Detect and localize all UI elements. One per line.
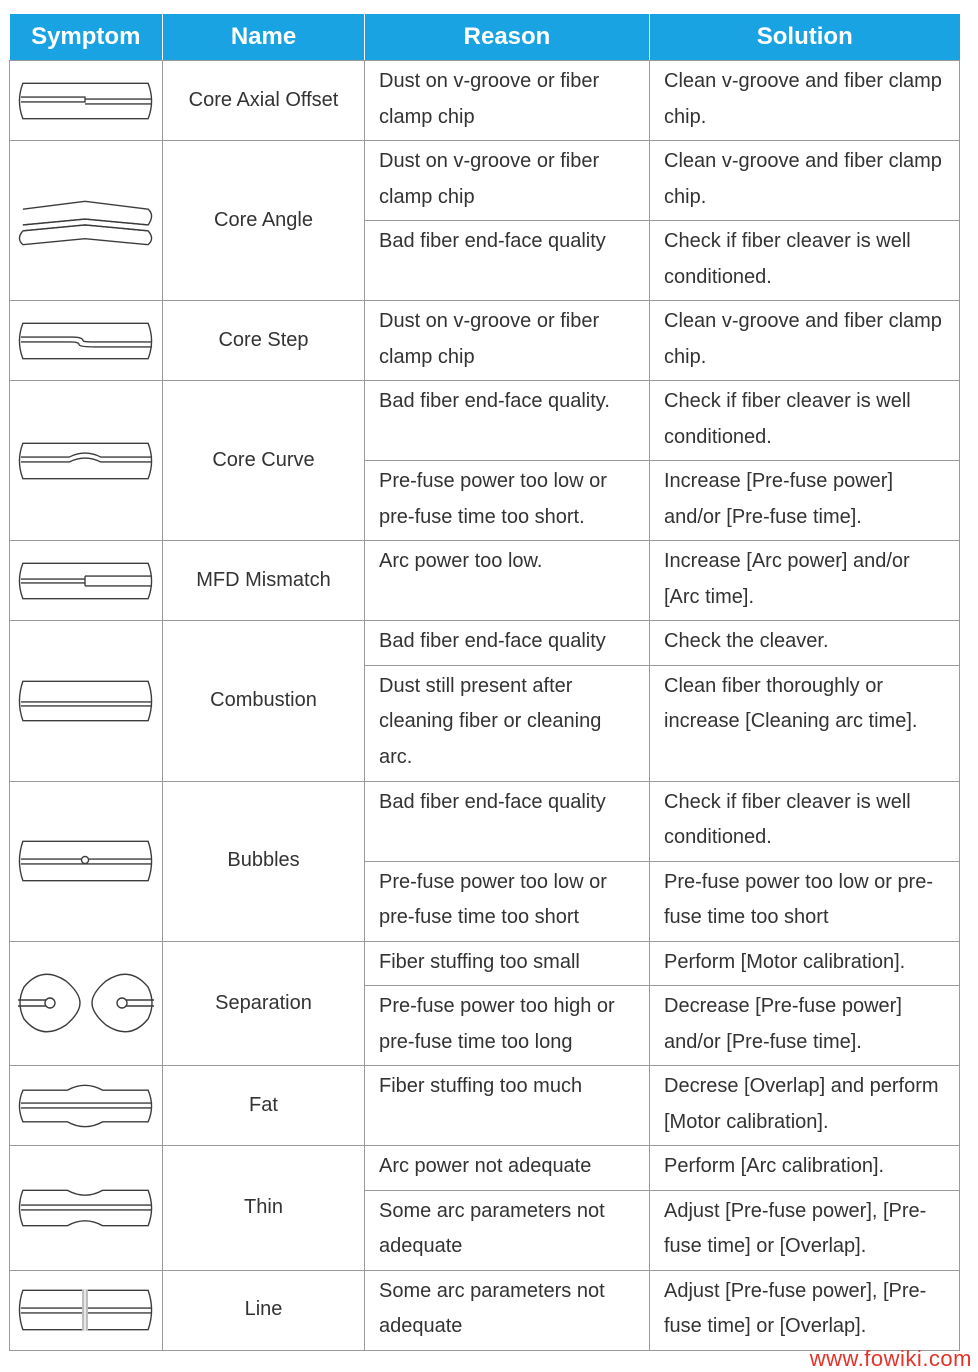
core-angle-icon xyxy=(10,195,162,247)
reason-cell: Bad fiber end-face quality xyxy=(365,621,650,666)
table-row xyxy=(10,61,960,141)
symptom-cell xyxy=(10,61,163,141)
reason-cell: Pre-fuse power too low or pre-fuse time too short xyxy=(365,861,650,941)
symptom-cell xyxy=(10,141,163,301)
solution-cell: Decrease [Pre-fuse power] and/or [Pre-fuse time]. xyxy=(650,986,960,1066)
solution-cell: Increase [Arc power] and/or [Arc time]. xyxy=(650,541,960,621)
line-icon xyxy=(10,1284,162,1336)
solution-cell: Adjust [Pre-fuse power], [Pre-fuse time] or [Overlap]. xyxy=(650,1190,960,1270)
combustion-icon xyxy=(10,675,162,727)
thin-icon xyxy=(10,1182,162,1234)
solution-cell: Perform [Arc calibration]. xyxy=(650,1146,960,1191)
symptom-name: MFD Mismatch xyxy=(163,541,365,621)
reason-cell: Pre-fuse power too low or pre-fuse time too short. xyxy=(365,461,650,541)
symptom-name: Core Step xyxy=(163,301,365,381)
reason-cell: Arc power not adequate xyxy=(365,1146,650,1191)
symptom-name: Core Angle xyxy=(163,141,365,301)
table-row xyxy=(10,781,960,861)
symptom-cell xyxy=(10,541,163,621)
solution-cell: Adjust [Pre-fuse power], [Pre-fuse time] or [Overlap]. xyxy=(650,1270,960,1350)
fat-icon xyxy=(10,1080,162,1132)
core-step-icon xyxy=(10,315,162,367)
mfd-mismatch-icon xyxy=(10,555,162,607)
solution-cell: Clean v-groove and fiber clamp chip. xyxy=(650,61,960,141)
symptom-cell xyxy=(10,941,163,1066)
reason-cell: Some arc parameters not adequate xyxy=(365,1190,650,1270)
symptom-name: Fat xyxy=(163,1066,365,1146)
symptom-cell xyxy=(10,301,163,381)
table-row xyxy=(10,941,960,986)
header-name: Name xyxy=(163,14,365,61)
symptom-cell xyxy=(10,1270,163,1350)
solution-cell: Check the cleaver. xyxy=(650,621,960,666)
header-symptom: Symptom xyxy=(10,14,163,61)
watermark: www.fowiki.com xyxy=(809,1346,972,1371)
solution-cell: Check if fiber cleaver is well conditioned. xyxy=(650,381,960,461)
table-row xyxy=(10,141,960,221)
symptom-name: Separation xyxy=(163,941,365,1066)
core-axial-offset-icon xyxy=(10,75,162,127)
table-row xyxy=(10,1270,960,1350)
symptom-cell xyxy=(10,1066,163,1146)
reason-cell: Arc power too low. xyxy=(365,541,650,621)
bubbles-icon xyxy=(10,835,162,887)
header-solution: Solution xyxy=(650,14,960,61)
header-reason: Reason xyxy=(365,14,650,61)
reason-cell: Pre-fuse power too high or pre-fuse time too long xyxy=(365,986,650,1066)
table-row xyxy=(10,1146,960,1191)
solution-cell: Perform [Motor calibration]. xyxy=(650,941,960,986)
reason-cell: Bad fiber end-face quality. xyxy=(365,381,650,461)
table-header-row xyxy=(10,14,960,61)
reason-cell: Some arc parameters not adequate xyxy=(365,1270,650,1350)
solution-cell: Check if fiber cleaver is well conditioned. xyxy=(650,781,960,861)
symptom-name: Bubbles xyxy=(163,781,365,941)
table-row xyxy=(10,301,960,381)
reason-cell: Dust on v-groove or fiber clamp chip xyxy=(365,301,650,381)
separation-icon xyxy=(10,969,162,1037)
symptom-cell xyxy=(10,621,163,782)
solution-cell: Clean v-groove and fiber clamp chip. xyxy=(650,301,960,381)
symptom-name: Combustion xyxy=(163,621,365,782)
solution-cell: Clean v-groove and fiber clamp chip. xyxy=(650,141,960,221)
symptom-name: Line xyxy=(163,1270,365,1350)
symptom-cell xyxy=(10,1146,163,1271)
solution-cell: Decrese [Overlap] and perform [Motor calibration]. xyxy=(650,1066,960,1146)
reason-cell: Dust on v-groove or fiber clamp chip xyxy=(365,141,650,221)
reason-cell: Dust on v-groove or fiber clamp chip xyxy=(365,61,650,141)
reason-cell: Fiber stuffing too small xyxy=(365,941,650,986)
table-row xyxy=(10,541,960,621)
troubleshooting-table xyxy=(9,14,960,1351)
core-curve-icon xyxy=(10,435,162,487)
reason-cell: Fiber stuffing too much xyxy=(365,1066,650,1146)
symptom-cell xyxy=(10,381,163,541)
reason-cell: Bad fiber end-face quality xyxy=(365,221,650,301)
solution-cell: Increase [Pre-fuse power] and/or [Pre-fuse time]. xyxy=(650,461,960,541)
symptom-name: Thin xyxy=(163,1146,365,1271)
reason-cell: Dust still present after cleaning fiber or cleaning arc. xyxy=(365,665,650,781)
solution-cell: Clean fiber thoroughly or increase [Cleaning arc time]. xyxy=(650,665,960,781)
reason-cell: Bad fiber end-face quality xyxy=(365,781,650,861)
solution-cell: Pre-fuse power too low or pre-fuse time too short xyxy=(650,861,960,941)
solution-cell: Check if fiber cleaver is well conditioned. xyxy=(650,221,960,301)
table-row xyxy=(10,381,960,461)
table-row xyxy=(10,1066,960,1146)
table-row xyxy=(10,621,960,666)
symptom-cell xyxy=(10,781,163,941)
symptom-name: Core Axial Offset xyxy=(163,61,365,141)
symptom-name: Core Curve xyxy=(163,381,365,541)
table-body xyxy=(10,61,960,1351)
